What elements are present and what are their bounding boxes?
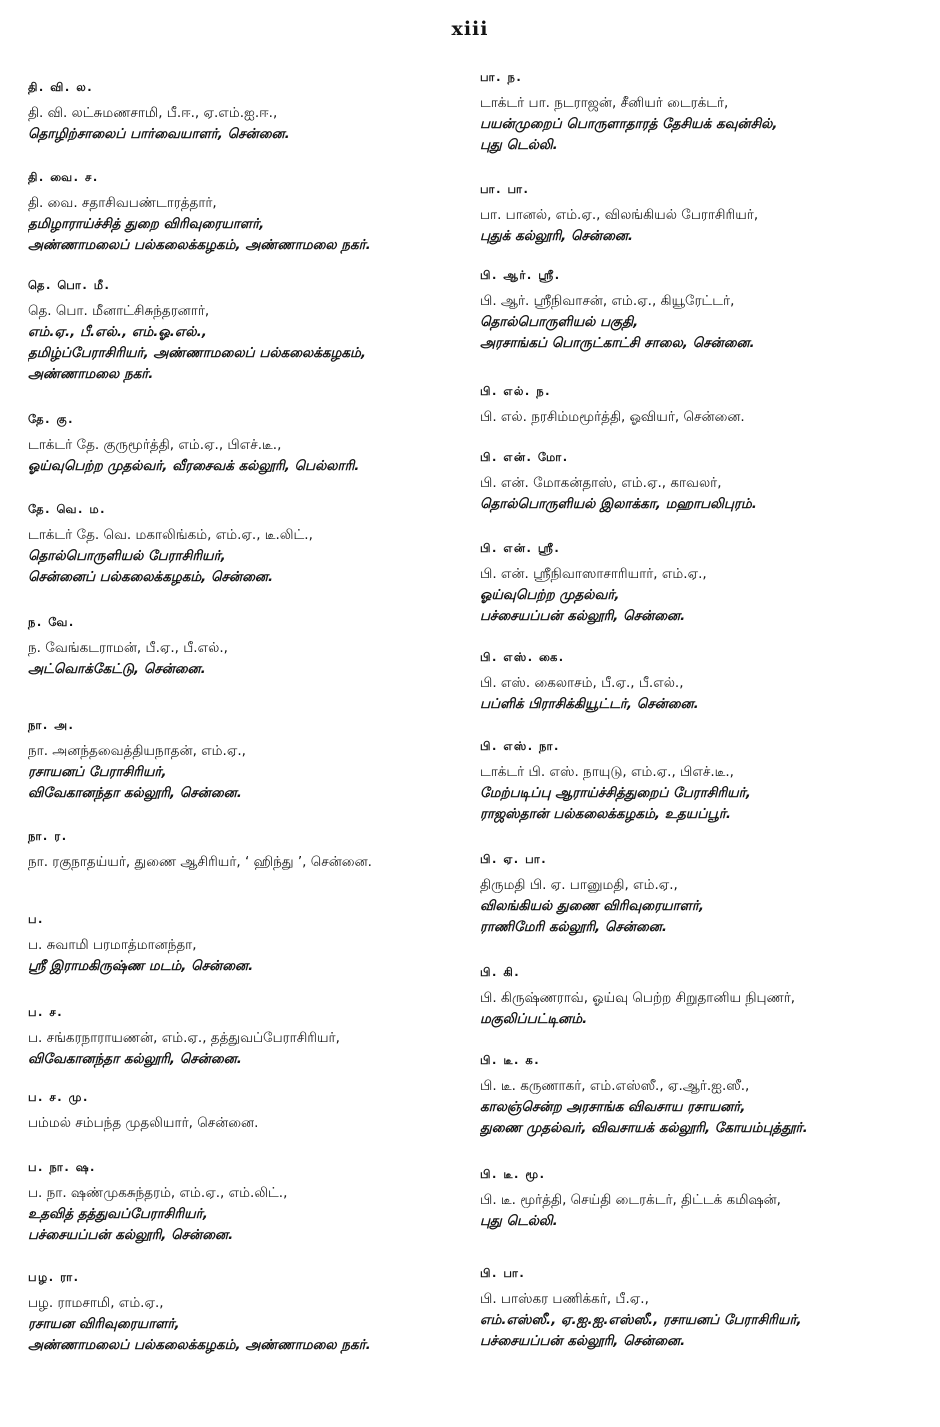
contributor-affiliation-line: ரசாயனப் பேராசிரியர், <box>28 764 167 780</box>
contributor-entry <box>480 1165 920 1232</box>
contributor-name-line: பி. என். மோகன்தாஸ், எம்.ஏ., காவலர், <box>480 475 722 491</box>
contributor-abbreviation: ப. ச. மு. <box>28 1090 89 1104</box>
contributor-affiliation-line: பப்ளிக் பிராசிக்கியூட்டர், சென்னை. <box>480 696 699 712</box>
contributor-affiliation-line: மகுலிப்பட்டினம். <box>480 1011 588 1027</box>
contributor-entry <box>28 276 468 385</box>
contributor-affiliation-line: பச்சையப்பன் கல்லூரி, சென்னை. <box>28 1227 234 1243</box>
contributor-abbreviation: பி. என். ஸ்ரீ. <box>480 541 561 555</box>
contributor-affiliation-line: அரசாங்கப் பொருட்காட்சி சாலை, சென்னை. <box>480 335 755 351</box>
contributor-details <box>480 762 920 825</box>
contributor-details <box>28 1113 468 1134</box>
contributor-name-line: டாக்டர் பா. நடராஜன், சீனியர் டைரக்டர், <box>480 95 729 111</box>
contributor-abbreviation: நா. ர. <box>28 829 68 843</box>
contributor-details <box>28 638 468 680</box>
contributor-name-line: நா. ரகுநாதய்யர், துணை ஆசிரியர், ‘ ஹிந்து ’, சென்னை. <box>28 854 372 870</box>
contributor-affiliation-line: புதுக் கல்லூரி, சென்னை. <box>480 228 634 244</box>
contributor-abbreviation: ப. <box>28 912 44 926</box>
contributor-abbreviation: தெ. பொ. மீ. <box>28 278 111 292</box>
contributor-affiliation-line: அட்வொக்கேட்டு, சென்னை. <box>28 661 206 677</box>
contributor-details <box>480 291 920 354</box>
contributor-entry <box>28 1003 468 1070</box>
contributor-abbreviation: ந. வே. <box>28 615 75 629</box>
contributor-abbreviation: நா. அ. <box>28 718 75 732</box>
contributor-details <box>28 1183 468 1246</box>
contributor-name-line: பி. டீ. மூர்த்தி, செய்தி டைரக்டர், திட்டக் கமிஷன், <box>480 1192 781 1208</box>
contributor-details <box>28 935 468 977</box>
contributor-affiliation-line: எம்.ஏ., பீ.எல்., எம்.ஓ.எல்., <box>28 324 207 340</box>
contributor-details <box>28 1028 468 1070</box>
contributor-affiliation-line: அண்ணாமலைப் பல்கலைக்கழகம், அண்ணாமலை நகர். <box>28 237 371 253</box>
contributor-details <box>480 407 920 428</box>
contributor-details <box>480 93 920 156</box>
contributor-name-line: ப. சங்கரநாராயணன், எம்.ஏ., தத்துவப்பேராசிரியர், <box>28 1030 340 1046</box>
contributor-affiliation-line: விவேகானந்தா கல்லூரி, சென்னை. <box>28 785 242 801</box>
contributor-affiliation-line: துணை முதல்வர், விவசாயக் கல்லூரி, கோயம்புத்தூர். <box>480 1120 808 1136</box>
contributor-abbreviation: தி. வை. ச. <box>28 170 99 184</box>
contributor-name-line: ந. வேங்கடராமன், பீ.ஏ., பீ.எல்., <box>28 640 228 656</box>
contributor-affiliation-line: ராஜஸ்தான் பல்கலைக்கழகம், உதயப்பூர். <box>480 806 732 822</box>
contributor-entry <box>28 716 468 804</box>
contributor-name-line: ப. சுவாமி பரமாத்மானந்தா, <box>28 937 197 953</box>
contributor-entry <box>28 827 468 873</box>
contributor-name-line: தி. வை. சதாசிவபண்டாரத்தார், <box>28 195 217 211</box>
contributor-affiliation-line: விலங்கியல் துணை விரிவுரையாளர், <box>480 898 705 914</box>
contributor-entry <box>28 613 468 680</box>
contributor-affiliation-line: ரசாயன விரிவுரையாளர், <box>28 1316 180 1332</box>
contributor-abbreviation: தி. வி. ல. <box>28 80 94 94</box>
contributor-abbreviation: பா. ந. <box>480 70 523 84</box>
contributor-name-line: பா. பானல், எம்.ஏ., விலங்கியல் பேராசிரியர், <box>480 207 759 223</box>
contributor-entry <box>480 850 920 938</box>
contributor-details <box>28 435 468 477</box>
contributor-name-line: டாக்டர் தே. வெ. மகாலிங்கம், எம்.ஏ., டீ.லிட்., <box>28 527 313 543</box>
contributor-details <box>28 103 468 145</box>
contributor-affiliation-line: பயன்முறைப் பொருளாதாரத் தேசியக் கவுன்சில், <box>480 116 778 132</box>
contributor-affiliation-line: புது டெல்லி. <box>480 1213 558 1229</box>
contributor-affiliation-line: எம்.எஸ்ஸீ., ஏ.ஐ.ஐ.எஸ்ஸீ., ரசாயனப் பேராசிரியர், <box>480 1312 802 1328</box>
contributor-abbreviation: ப. நா. ஷ. <box>28 1160 96 1174</box>
contributor-entry <box>480 1051 920 1139</box>
contributor-details <box>28 301 468 385</box>
contributor-entry <box>480 448 920 515</box>
contributor-entry <box>480 180 920 247</box>
contributor-affiliation-line: ஓய்வுபெற்ற முதல்வர், <box>480 587 620 603</box>
contributor-abbreviation: பி. டீ. மூ. <box>480 1167 546 1181</box>
contributor-abbreviation: ப. ச. <box>28 1005 64 1019</box>
contributor-affiliation-line: ஓய்வுபெற்ற முதல்வர், வீரசைவக் கல்லூரி, பெல்லாரி. <box>28 458 360 474</box>
contributor-abbreviation: பழ. ரா. <box>28 1270 80 1284</box>
contributor-abbreviation: பி. எஸ். கை. <box>480 650 565 664</box>
contributor-details <box>480 1190 920 1232</box>
contributor-name-line: தெ. பொ. மீனாட்சிசுந்தரனார், <box>28 303 210 319</box>
contributor-entry <box>28 1158 468 1246</box>
contributor-details <box>480 1076 920 1139</box>
contributor-name-line: பி. கிருஷ்ணராவ், ஓய்வு பெற்ற சிறுதானிய நிபுணர், <box>480 990 796 1006</box>
contributor-abbreviation: தே. கு. <box>28 412 75 426</box>
contributor-abbreviation: தே. வெ. ம. <box>28 502 106 516</box>
contributor-abbreviation: பி. எஸ். நா. <box>480 739 560 753</box>
contributor-affiliation-line: ஸ்ரீ இராமகிருஷ்ண மடம், சென்னை. <box>28 958 254 974</box>
contributor-details <box>480 473 920 515</box>
contributor-name-line: பி. எஸ். கைலாசம், பீ.ஏ., பீ.எல்., <box>480 675 684 691</box>
contributor-abbreviation: பி. எல். ந. <box>480 384 551 398</box>
contributor-entry <box>480 266 920 354</box>
contributor-affiliation-line: அண்ணாமலை நகர். <box>28 366 154 382</box>
contributor-affiliation-line: தொல்பொருளியல் பேராசிரியர், <box>28 548 226 564</box>
contributor-affiliation-line: பச்சையப்பன் கல்லூரி, சென்னை. <box>480 1333 686 1349</box>
contributor-entry <box>28 168 468 256</box>
contributor-name-line: டாக்டர் பி. எஸ். நாயுடு, எம்.ஏ., பிஎச்.டீ., <box>480 764 734 780</box>
contributor-entry <box>480 1264 920 1352</box>
contributor-abbreviation: பி. என். மோ. <box>480 450 569 464</box>
contributor-details <box>480 673 920 715</box>
contributor-name-line: டாக்டர் தே. குருமூர்த்தி, எம்.ஏ., பிஎச்.டீ., <box>28 437 282 453</box>
contributor-entry <box>480 382 920 428</box>
contributor-entry <box>480 68 920 156</box>
contributor-details <box>28 193 468 256</box>
contributor-name-line: ப. நா. ஷண்முகசுந்தரம், எம்.ஏ., எம்.லிட்., <box>28 1185 288 1201</box>
contributor-name-line: பி. டீ. கருணாகர், எம்.எஸ்ஸீ., ஏ.ஆர்.ஐ.ஸீ., <box>480 1078 750 1094</box>
contributor-affiliation-line: ராணிமேரி கல்லூரி, சென்னை. <box>480 919 667 935</box>
contributor-name-line: நா. அனந்தவைத்தியநாதன், எம்.ஏ., <box>28 743 246 759</box>
contributor-entry <box>480 963 920 1030</box>
contributor-affiliation-line: உதவித் தத்துவப்பேராசிரியர், <box>28 1206 208 1222</box>
contributor-abbreviation: பி. பா. <box>480 1266 526 1280</box>
contributor-affiliation-line: தொழிற்சாலைப் பார்வையாளர், சென்னை. <box>28 126 290 142</box>
contributor-name-line: பி. எல். நரசிம்மமூர்த்தி, ஓவியர், சென்னை. <box>480 409 745 425</box>
contributor-entry <box>480 737 920 825</box>
contributor-entry <box>480 648 920 715</box>
contributor-affiliation-line: காலஞ்சென்ற அரசாங்க விவசாய ரசாயனர், <box>480 1099 746 1115</box>
contributor-affiliation-line: தமிழ்ப்பேராசிரியர், அண்ணாமலைப் பல்கலைக்கழகம், <box>28 345 367 361</box>
contributor-affiliation-line: பச்சையப்பன் கல்லூரி, சென்னை. <box>480 608 686 624</box>
contributor-affiliation-line: அண்ணாமலைப் பல்கலைக்கழகம், அண்ணாமலை நகர். <box>28 1337 371 1353</box>
page-number: xiii <box>451 18 489 40</box>
contributor-affiliation-line: விவேகானந்தா கல்லூரி, சென்னை. <box>28 1051 242 1067</box>
contributor-details <box>480 564 920 627</box>
contributor-entry <box>28 410 468 477</box>
contributor-abbreviation: பி. கி. <box>480 965 521 979</box>
contributor-name-line: பி. பாஸ்கர பணிக்கர், பீ.ஏ., <box>480 1291 649 1307</box>
contributor-affiliation-line: சென்னைப் பல்கலைக்கழகம், சென்னை. <box>28 569 274 585</box>
contributor-abbreviation: பி. ஏ. பா. <box>480 852 548 866</box>
contributor-affiliation-line: தமிழாராய்ச்சித் துறை விரிவுரையாளர், <box>28 216 265 232</box>
contributor-details <box>28 1293 468 1356</box>
contributor-details <box>480 875 920 938</box>
contributor-affiliation-line: தொல்பொருளியல் இலாக்கா, மஹாபலிபுரம். <box>480 496 757 512</box>
contributor-entry <box>28 500 468 588</box>
contributor-abbreviation: பா. பா. <box>480 182 530 196</box>
contributor-entry <box>28 1088 468 1134</box>
contributor-name-line: பம்மல் சம்பந்த முதலியார், சென்னை. <box>28 1115 259 1131</box>
contributor-entry <box>28 78 468 145</box>
contributor-entry <box>480 539 920 627</box>
contributor-name-line: பி. ஆர். ஸ்ரீநிவாசன், எம்.ஏ., கியூரேட்டர், <box>480 293 735 309</box>
contributor-entry <box>28 910 468 977</box>
contributor-abbreviation: பி. டீ. க. <box>480 1053 541 1067</box>
contributor-name-line: பி. என். ஸ்ரீநிவாஸாசாரியார், எம்.ஏ., <box>480 566 707 582</box>
contributor-details <box>28 741 468 804</box>
contributor-entry <box>28 1268 468 1356</box>
contributor-details <box>480 205 920 247</box>
contributor-details <box>28 852 468 873</box>
contributor-abbreviation: பி. ஆர். ஸ்ரீ. <box>480 268 561 282</box>
contributor-details <box>480 988 920 1030</box>
contributor-affiliation-line: மேற்படிப்பு ஆராய்ச்சித்துறைப் பேராசிரியர், <box>480 785 751 801</box>
contributor-details <box>480 1289 920 1352</box>
contributor-details <box>28 525 468 588</box>
contributor-affiliation-line: தொல்பொருளியல் பகுதி, <box>480 314 639 330</box>
contributor-affiliation-line: புது டெல்லி. <box>480 137 558 153</box>
contributor-name-line: திருமதி பி. ஏ. பானுமதி, எம்.ஏ., <box>480 877 678 893</box>
contributor-name-line: தி. வி. லட்சுமணசாமி, பீ.ஈ., ஏ.எம்.ஐ.ஈ., <box>28 105 278 121</box>
contributor-name-line: பழ. ராமசாமி, எம்.ஏ., <box>28 1295 164 1311</box>
